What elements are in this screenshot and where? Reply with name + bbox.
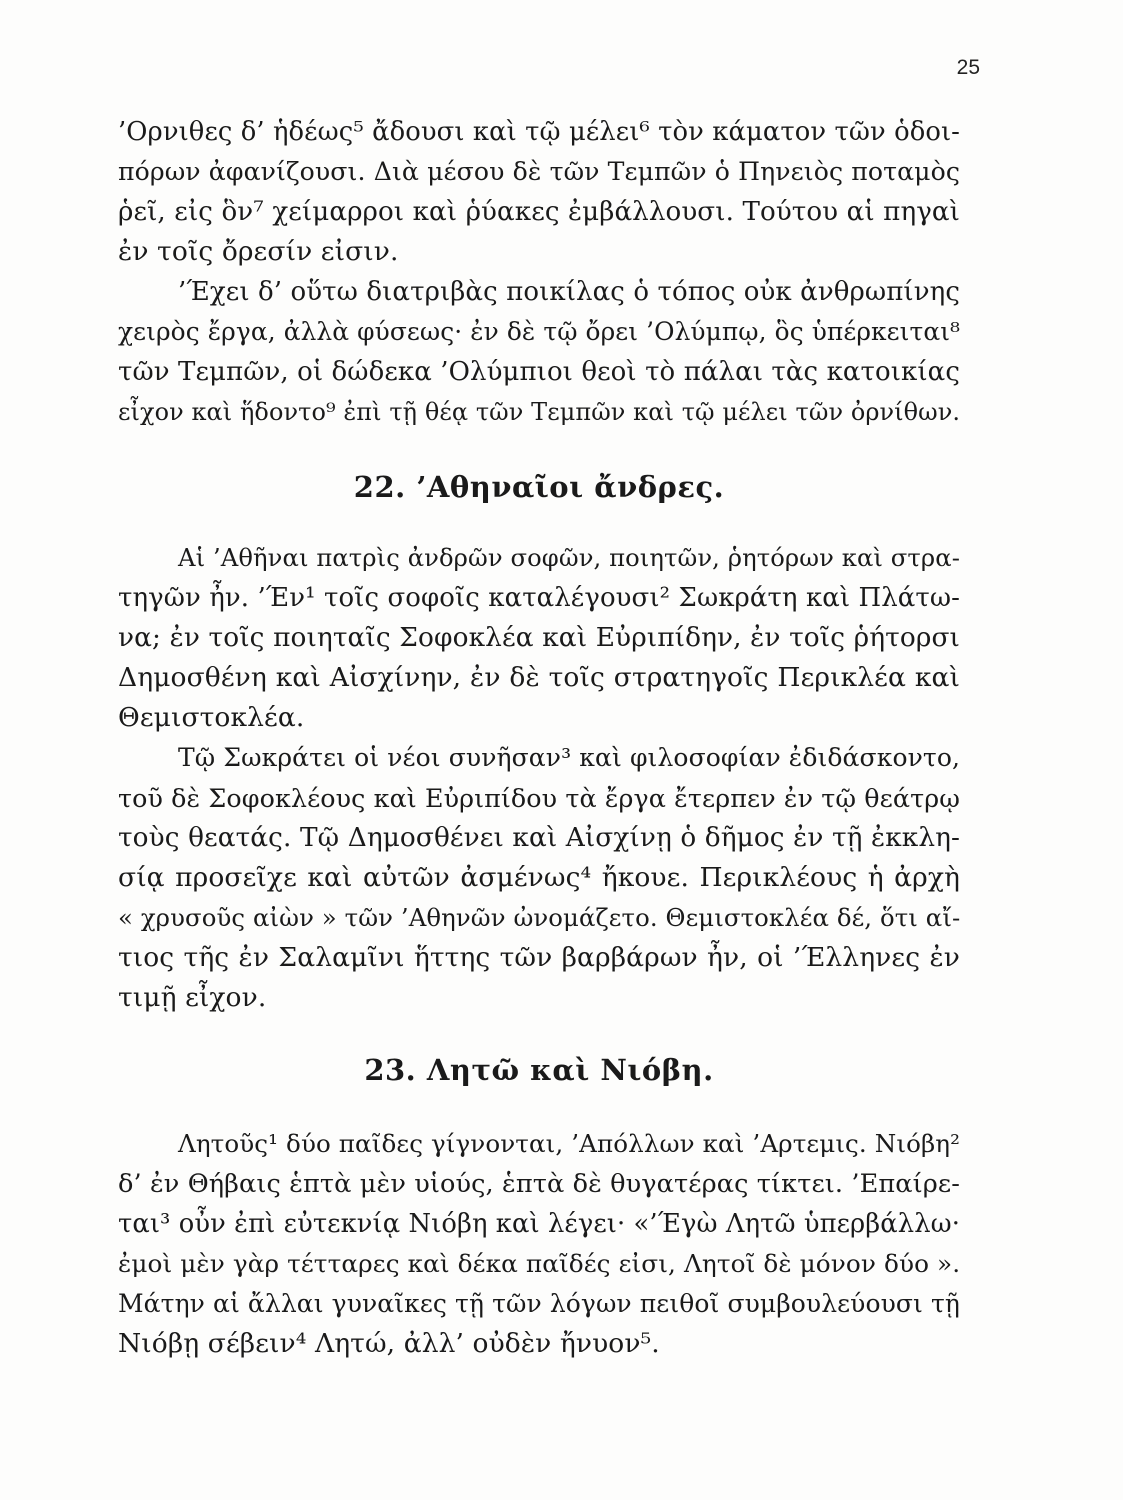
text-line: ἐν τοῖς ὄρεσίν εἰσιν. (118, 236, 399, 267)
section-heading-22: 22. ’Αθηναῖοι ἄνδρες. (353, 470, 725, 504)
text-line: ται³ οὖν ἐπὶ εὐτεκνίᾳ Νιόβη καὶ λέγει· «’Έγὼ Λητῶ ὑπερβάλλω· (118, 1209, 960, 1239)
paragraph-block-1 (118, 112, 960, 432)
page-number: 25 (956, 56, 980, 79)
text-line: εἶχον καὶ ἥδοντο⁹ ἐπὶ τῇ θέᾳ τῶν Τεμπῶν καὶ τῷ μέλει τῶν ὀρνίθων. (118, 398, 961, 426)
text-line: ’Ορνιθες δ’ ἡδέως⁵ ἄδουσι καὶ τῷ μέλει⁶ τὸν κάματον τῶν ὁδοι- (118, 117, 960, 147)
text-line: να; ἐν τοῖς ποιηταῖς Σοφοκλέα καὶ Εὐριπίδην, ἐν τοῖς ῥήτορσι (118, 623, 960, 653)
text-line: Θεμιστοκλέα. (118, 702, 305, 733)
text-line: τιμῇ εἶχον. (118, 982, 267, 1013)
section-heading-23: 23. Λητῶ καὶ Νιόβη. (364, 1053, 714, 1087)
text-line: Λητοῦς¹ δύο παῖδες γίγνονται, ’Απόλλων καὶ ’Αρτεμις. Νιόβη² (178, 1129, 961, 1158)
text-line: Μάτην αἱ ἄλλαι γυναῖκες τῇ τῶν λόγων πειθοῖ συμβουλεύουσι τῇ (118, 1289, 960, 1318)
text-line: Αἱ ’Αθῆναι πατρὶς ἀνδρῶν σοφῶν, ποιητῶν, ῥητόρων καὶ στρα- (178, 544, 961, 572)
text-line: τοῦ δὲ Σοφοκλέους καὶ Εὐριπίδου τὰ ἔργα ἔτερπεν ἐν τῷ θεάτρῳ (118, 783, 960, 813)
text-line: τῶν Τεμπῶν, οἱ δώδεκα ’Ολύμπιοι θεοὶ τὸ πάλαι τὰς κατοικίας (118, 357, 960, 387)
text-line: τηγῶν ἦν. ’Έν¹ τοῖς σοφοῖς καταλέγουσι² Σωκράτη καὶ Πλάτω- (118, 583, 960, 613)
text-line: πόρων ἀφανίζουσι. Διὰ μέσου δὲ τῶν Τεμπῶν ὁ Πηνειὸς ποταμὸς (118, 157, 960, 186)
text-line: Νιόβῃ σέβειν⁴ Λητώ, ἀλλ’ οὐδὲν ἤνυον⁵. (118, 1328, 660, 1359)
text-line: ἐμοὶ μὲν γὰρ τέτταρες καὶ δέκα παῖδές εἰσι, Λητοῖ δὲ μόνον δύο ». (118, 1249, 961, 1278)
text-line: Δημοσθένη καὶ Αἰσχίνην, ἐν δὲ τοῖς στρατηγοῖς Περικλέα καὶ (118, 662, 960, 693)
text-line: Τῷ Σωκράτει οἱ νέοι συνῆσαν³ καὶ φιλοσοφίαν ἐδιδάσκοντο, (178, 743, 961, 772)
text-line: σίᾳ προσεῖχε καὶ αὐτῶν ἀσμένως⁴ ἤκουε. Περικλέους ἡ ἀρχὴ (118, 862, 960, 893)
text-line: τοὺς θεατάς. Τῷ Δημοσθένει καὶ Αἰσχίνῃ ὁ δῆμος ἐν τῇ ἐκκλη- (118, 823, 960, 853)
text-line: δ’ ἐν Θήβαις ἑπτὰ μὲν υἱούς, ἑπτὰ δὲ θυγατέρας τίκτει. ’Επαίρε- (118, 1169, 960, 1199)
text-line: ’Έχει δ’ οὕτω διατριβὰς ποικίλας ὁ τόπος οὐκ ἀνθρωπίνης (178, 277, 960, 307)
text-line: « χρυσοῦς αἰὼν » τῶν ’Αθηνῶν ὠνομάζετο. Θεμιστοκλέα δέ, ὅτι αἴ- (118, 903, 961, 932)
text-line: ῥεῖ, εἰς ὃν⁷ χείμαρροι καὶ ῥύακες ἐμβάλλουσι. Τούτου αἱ πηγαὶ (118, 197, 960, 227)
text-line: τιος τῆς ἐν Σαλαμῖνι ἥττης τῶν βαρβάρων ἦν, οἱ ’Έλληνες ἐν (118, 942, 960, 973)
paragraph-block-3 (118, 1124, 960, 1364)
paragraph-block-2 (118, 538, 960, 1018)
text-line: χειρὸς ἔργα, ἀλλὰ φύσεως· ἐν δὲ τῷ ὄρει ’Ολύμπῳ, ὃς ὑπέρκειται⁸ (118, 317, 961, 346)
